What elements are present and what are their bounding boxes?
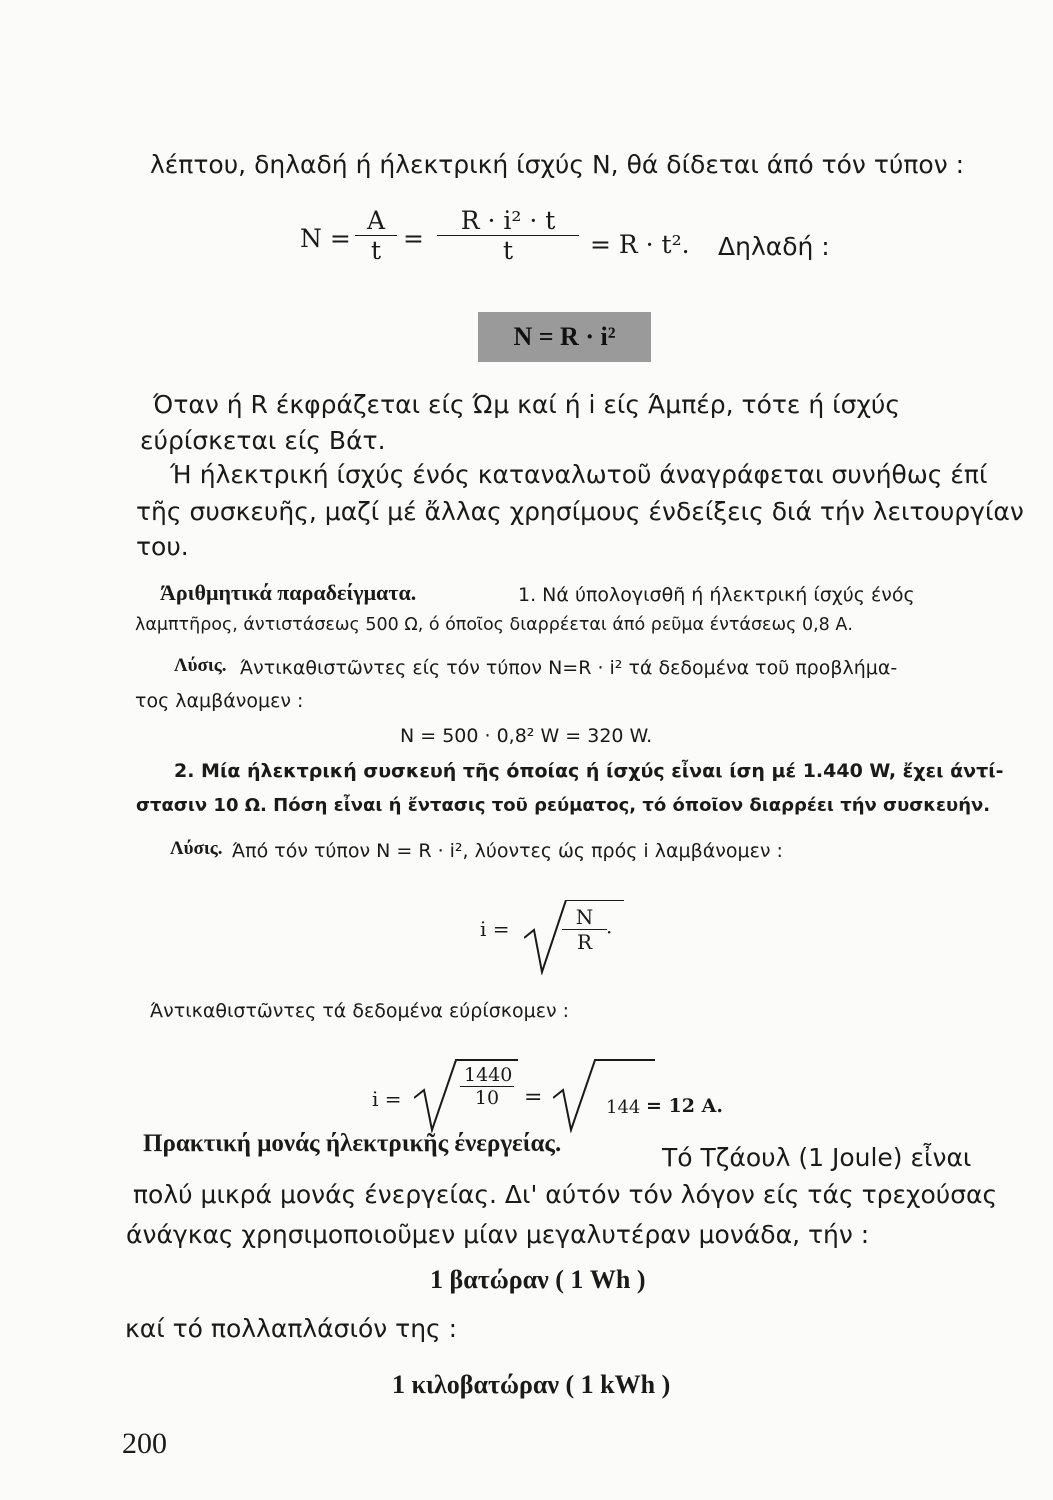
fraction-n-over-r	[562, 905, 607, 954]
text-line: του.	[136, 532, 189, 561]
denominator: 10	[474, 1087, 500, 1109]
fraction-rit-over-t	[437, 206, 579, 265]
formula-equals: =	[524, 1085, 543, 1110]
numerator: 1440	[460, 1064, 514, 1087]
unit-kwh: 1 κιλοβατώραν ( 1 kWh )	[392, 1370, 671, 1399]
numerator: N	[562, 905, 607, 930]
text-line: πολύ μικρά μονάς ένεργείας. Δι' αύτόν τόν λόγον είς τάς τρεχούσας	[133, 1180, 998, 1209]
formula-result: = 12 A.	[646, 1095, 723, 1117]
text-line: καί τό πολλαπλάσιόν της :	[125, 1314, 458, 1343]
label-solution: Λύσις.	[170, 838, 223, 859]
text-line: λέπτου, δηλαδή ή ήλεκτρική ίσχύς Ν, θά δίδεται άπό τόν τύπον :	[150, 150, 965, 179]
page-number: 200	[122, 1427, 167, 1460]
text-line: Άπό τόν τύπον N = R · i², λύοντες ώς πρός i λαμβάνομεν :	[232, 840, 783, 862]
denominator: t	[502, 236, 514, 265]
sqrt1-i: i =	[480, 917, 510, 941]
section-heading: Πρακτική μονάς ήλεκτρικῆς ένεργείας.	[143, 1130, 562, 1157]
text-dilad: Δηλαδή :	[718, 232, 830, 261]
text-line: Άντικαθιστῶντες είς τόν τύπον N=R · i² τά δεδομένα τοῦ προβλήμα-	[240, 657, 898, 679]
text-line: 1. Νά ύπολογισθῆ ή ήλεκτρική ίσχύς ένός	[518, 584, 915, 606]
denominator: R	[576, 930, 593, 954]
fraction-a-over-t	[355, 206, 397, 265]
boxed-formula: N = R · i²	[478, 312, 651, 362]
text-line: Όταν ή R έκφράζεται είς Ώμ καί ή i είς Άμπέρ, τότε ή ίσχύς	[153, 390, 901, 419]
denominator: t	[370, 236, 382, 265]
numerator: R · i² · t	[437, 206, 579, 236]
unit-wh: 1 βατώραν ( 1 Wh )	[430, 1265, 646, 1294]
text-line: 2. Μία ήλεκτρική συσκευή τῆς όποίας ή ίσχύς εἶναι ίση μέ 1.440 W, ἔχει άντί-	[174, 760, 1004, 782]
section-heading: Άριθμητικά παραδείγματα.	[160, 580, 417, 605]
text-line: τος λαμβάνομεν :	[135, 690, 304, 712]
text-line: Τό Τζάουλ (1 Joule) εἶναι	[662, 1143, 972, 1172]
text-line: εύρίσκεται είς Βάτ.	[140, 426, 386, 455]
formula-equals: =	[403, 224, 424, 253]
sqrt2-i: i =	[372, 1087, 402, 1111]
text-line: Άντικαθιστῶντες τά δεδομένα εύρίσκομεν :	[150, 1000, 570, 1022]
numerator: A	[355, 206, 397, 236]
fraction-1440-over-10	[460, 1064, 514, 1109]
text-line: στασιν 10 Ω. Πόση εἶναι ή ἔντασις τοῦ ρεύματος, τό όποῖον διαρρέει τήν συσκευήν.	[136, 795, 991, 816]
radicand-144: 144	[606, 1097, 641, 1118]
formula-dot: ·	[606, 920, 613, 944]
text-line: άνάγκας χρησιμοποιοῦμεν μίαν μεγαλυτέραν μονάδα, τήν :	[126, 1220, 870, 1249]
label-solution: Λύσις.	[174, 655, 227, 676]
equation-line: N = 500 · 0,8² W = 320 W.	[400, 725, 653, 747]
formula-result: = R · t².	[590, 230, 690, 259]
text-line: Ή ήλεκτρική ίσχύς ένός καταναλωτοῦ άναγράφεται συνήθως έπί	[170, 460, 988, 489]
text-line: τῆς συσκευῆς, μαζί μέ ἄλλας χρησίμους ένδείξεις διά τήν λειτουργίαν	[136, 497, 1024, 526]
radical-sign-3	[553, 1058, 655, 1133]
text-line: λαμπτῆρος, άντιστάσεως 500 Ω, ό όποῖος διαρρέεται άπό ρεῦμα έντάσεως 0,8 Α.	[135, 615, 853, 635]
formula-n-label: N =	[300, 224, 351, 253]
